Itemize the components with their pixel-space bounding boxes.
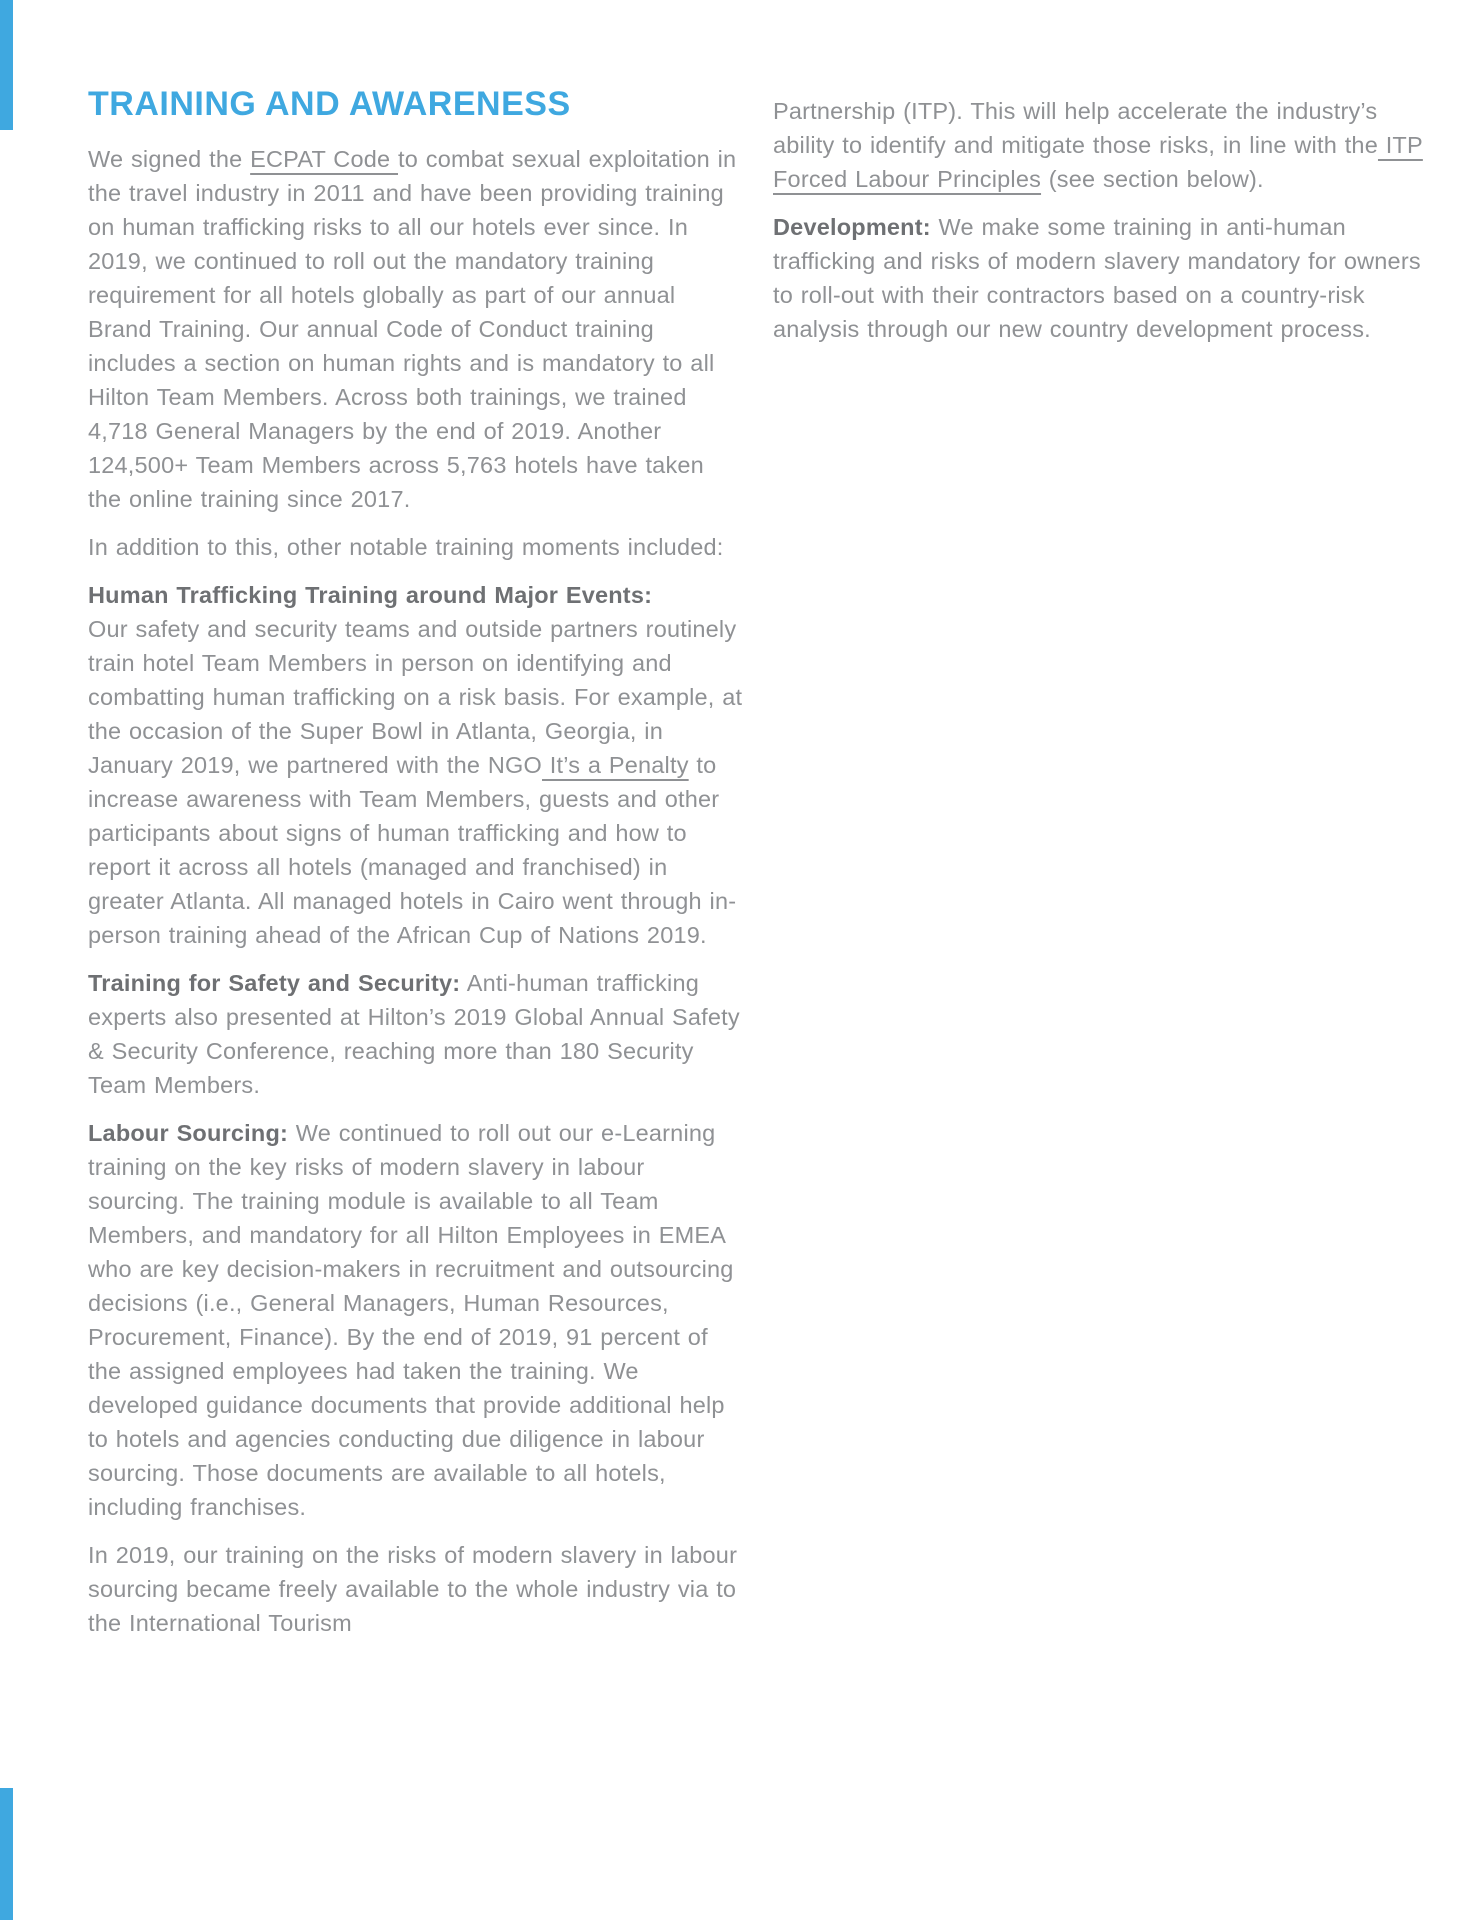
page-edge-accent-top [0,0,13,130]
bold-run-in-label: Training for Safety and Security: [88,970,461,996]
page-edge-accent-bottom [0,1788,13,1920]
paragraph [88,530,743,564]
paragraph [773,94,1428,196]
bold-run-in-label: Human Trafficking Training around Major Events: [88,582,653,608]
left-column [88,84,743,1654]
text-run: Partnership (ITP). This will help accelerate the industry’s ability to identify and mitigate those risks, in line with the [773,98,1378,158]
paragraph [88,1538,743,1640]
section-heading: TRAINING AND AWARENESS [88,85,571,123]
text-run: (see section below). [1041,166,1264,192]
bold-run-in-label: Development: [773,214,931,240]
right-column [773,84,1428,1654]
paragraph [88,142,743,516]
paragraph [88,1116,743,1524]
text-run: to increase awareness with Team Members, guests and other participants about signs of human trafficking and how to report it across all hotels (managed and franchised) in greater Atlanta. All managed hotels in Cairo went through in-person training ahead of the African Cup of Nations 2019. [88,752,737,948]
left-column-paragraphs [88,142,743,1640]
text-run: We signed the [88,146,251,172]
text-run: In 2019, our training on the risks of modern slavery in labour sourcing became freely available to the whole industry via to the International Tourism [88,1542,738,1636]
right-column-paragraphs [773,94,1428,346]
text-run: to combat sexual exploitation in the travel industry in 2011 and have been providing training on human trafficking risks to all our hotels ever since. In 2019, we continued to roll out the mandatory training requirement for all hotels globally as part of our annual Brand Training. Our annual Code of Conduct training includes a section on human rights and is mandatory to all Hilton Team Members. Across both trainings, we trained 4,718 General Managers by the end of 2019. Another 124,500+ Team Members across 5,763 hotels have taken the online training since 2017. [88,146,737,512]
text-link[interactable]: It’s a Penalty [542,752,689,778]
paragraph [773,210,1428,346]
text-run: We make some training in anti-human trafficking and risks of modern slavery mandatory for owners to roll-out with their contractors based on a country-risk analysis through our new country development process. [773,214,1421,342]
text-run: Anti-human trafficking experts also presented at Hilton’s 2019 Global Annual Safety & Security Conference, reaching more than 180 Security Team Members. [88,970,740,1098]
paragraph [88,578,743,952]
text-link[interactable]: ECPAT Code [250,146,399,172]
page-content [88,84,1428,1654]
text-run: In addition to this, other notable training moments included: [88,534,724,560]
paragraph [88,966,743,1102]
text-run: We continued to roll out our e-Learning training on the key risks of modern slavery in labour sourcing. The training module is available to all Team Members, and mandatory for all Hilton Employees in EMEA who are key decision-makers in recruitment and outsourcing decisions (i.e., General Managers, Human Resources, Procurement, Finance). By the end of 2019, 91 percent of the assigned employees had taken the training. We developed guidance documents that provide additional help to hotels and agencies conducting due diligence in labour sourcing. Those documents are available to all hotels, including franchises. [88,1120,734,1520]
text-run: Our safety and security teams and outside partners routinely train hotel Team Members in person on identifying and combatting human trafficking on a risk basis. For example, at the occasion of the Super Bowl in Atlanta, Georgia, in January 2019, we partnered with the NGO [88,616,743,778]
bold-run-in-label: Labour Sourcing: [88,1120,289,1146]
text-link[interactable]: ITP Forced Labour Principles [773,132,1423,192]
